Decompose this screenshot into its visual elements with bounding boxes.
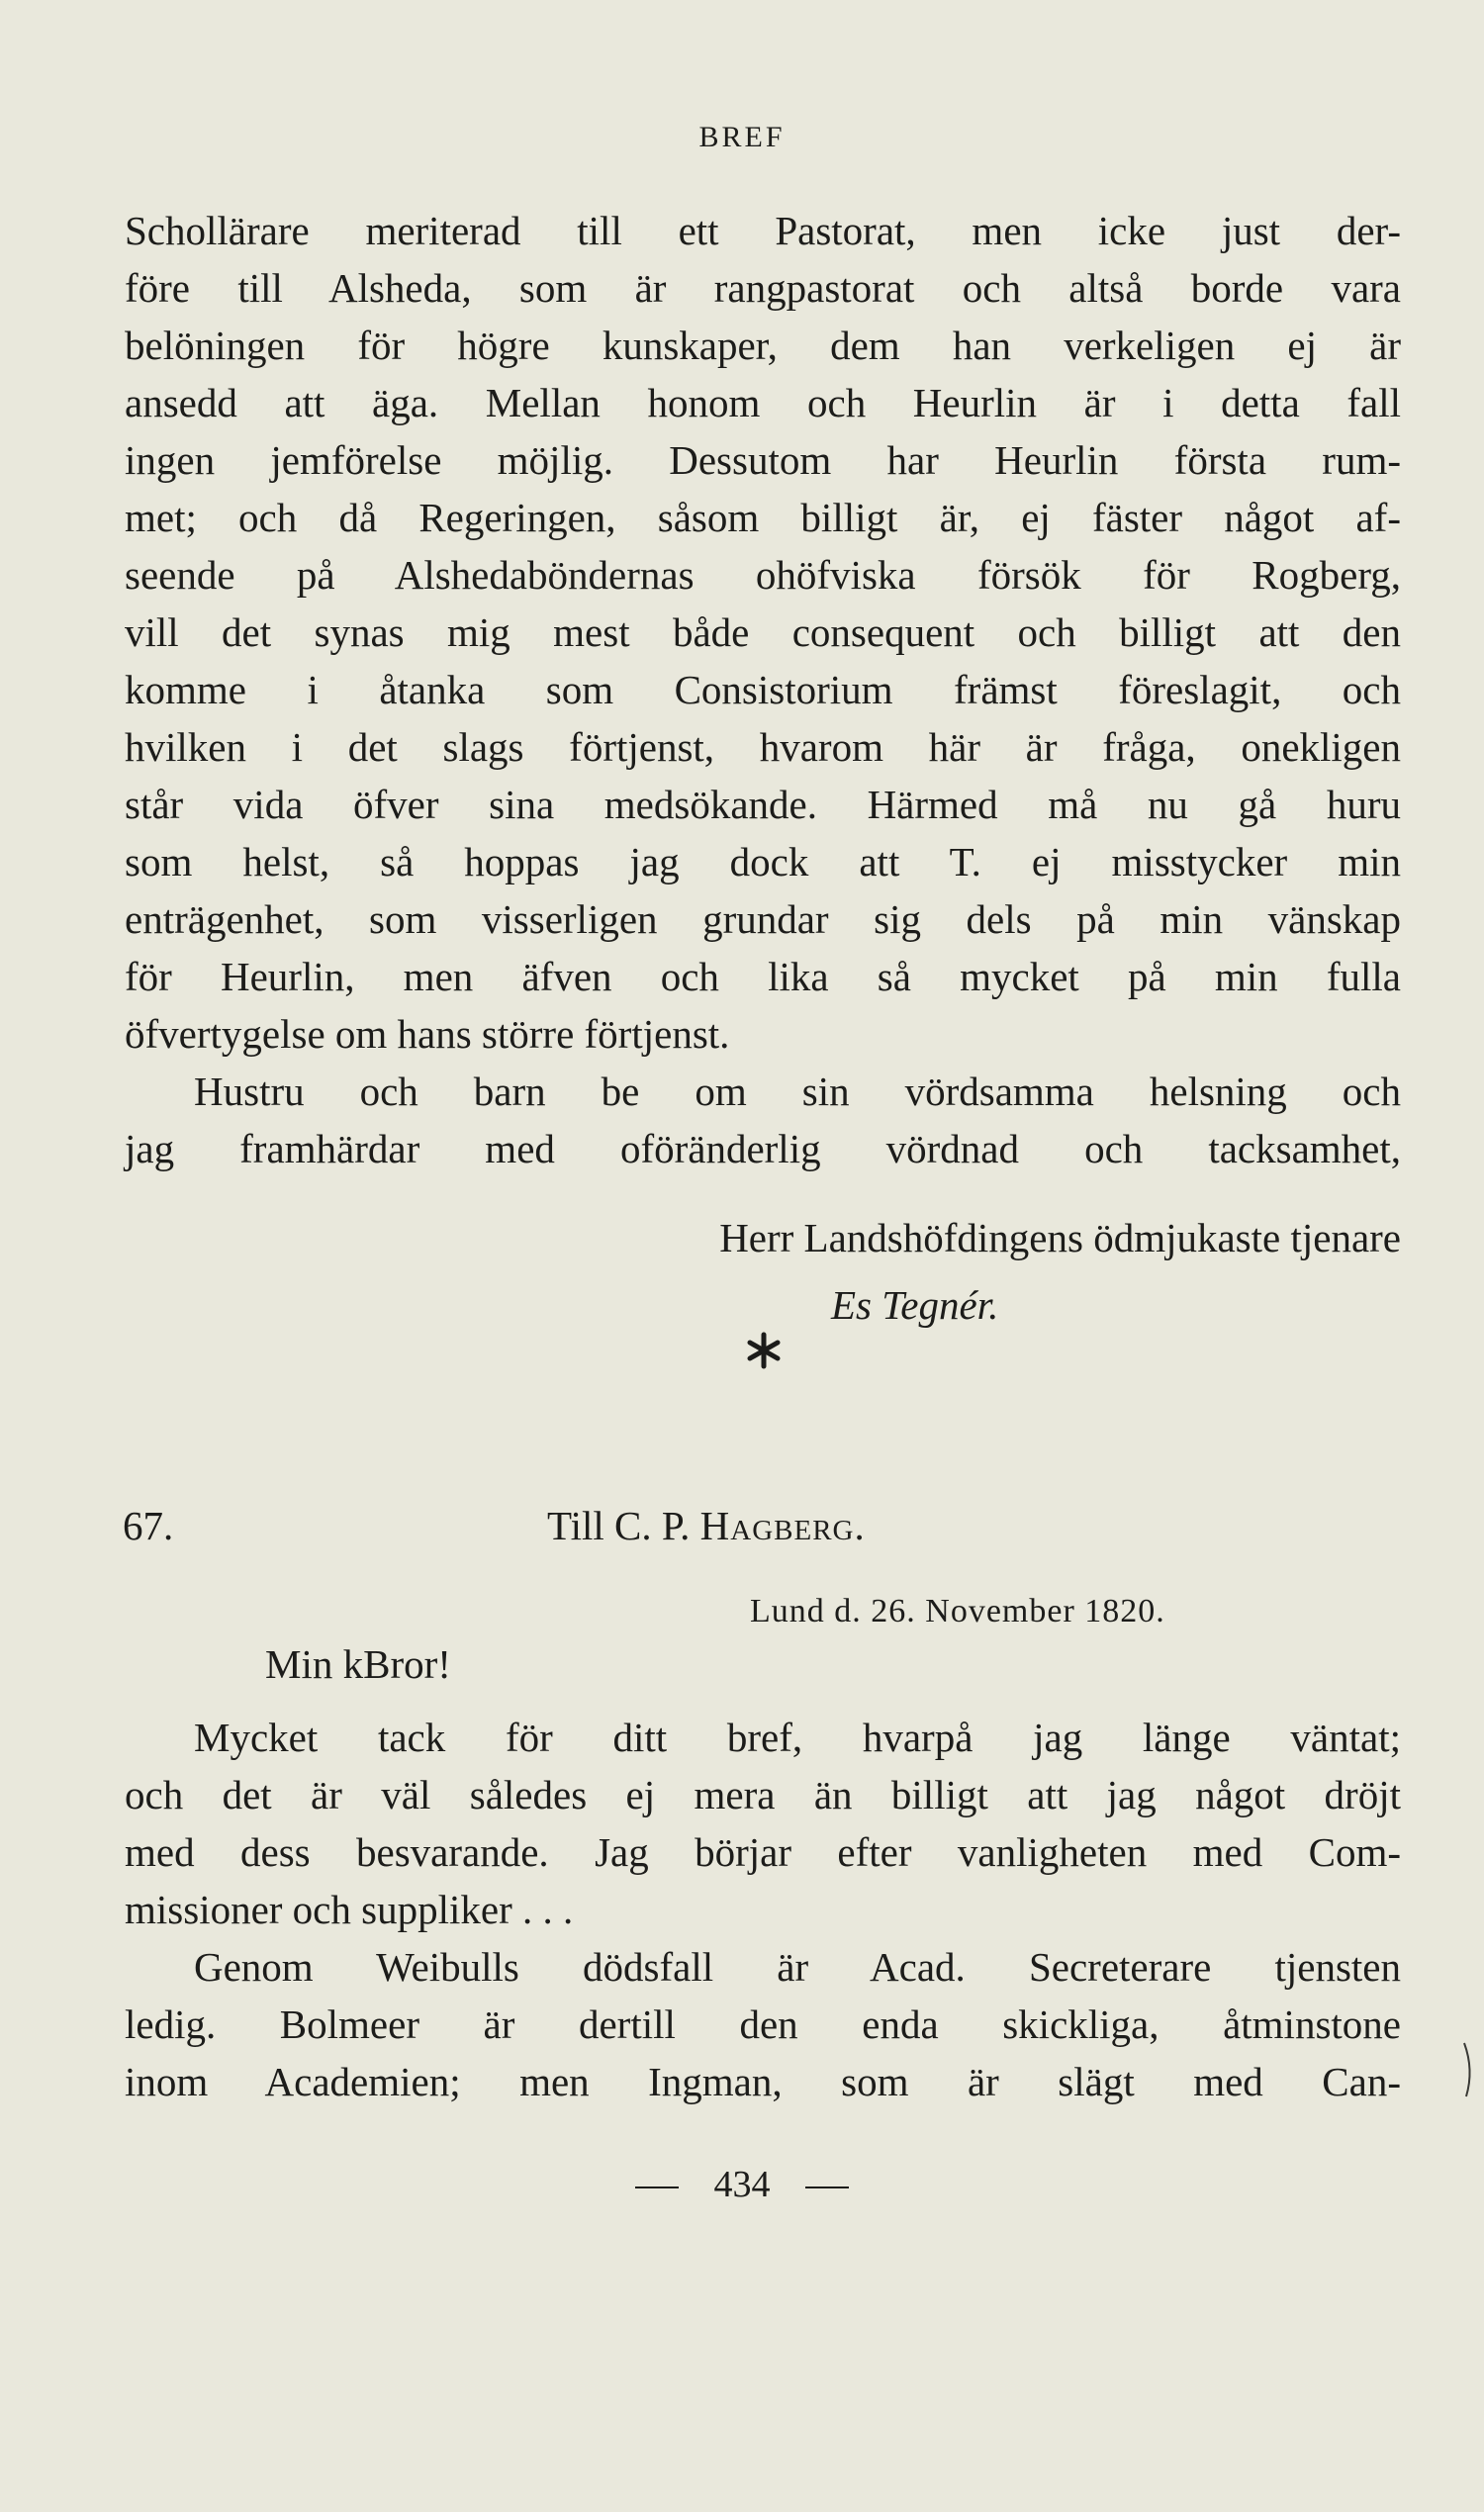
dateline: Lund d. 26. November 1820.: [750, 1593, 1165, 1629]
text-line: belöningen för högre kunskaper, dem han verkeligen ej är: [125, 323, 1401, 368]
text-line: öfvertygelse om hans större förtjenst.: [125, 1011, 730, 1057]
asterisk-icon: [744, 1331, 784, 1370]
salutation: Min kBror!: [265, 1641, 451, 1687]
letter-number: 67.: [123, 1503, 174, 1548]
text-line: Mycket tack för ditt bref, hvarpå jag länge väntat;: [194, 1715, 1401, 1760]
page-number-footer: [0, 2160, 1484, 2209]
text-line: och det är väl således ej mera än billigt att jag något dröjt: [125, 1772, 1401, 1817]
text-line: vill det synas mig mest både consequent och billigt att den: [125, 609, 1401, 655]
page-number: 434: [713, 2164, 771, 2205]
text-line: missioner och suppliker . . .: [125, 1887, 574, 1932]
text-line: enträgenhet, som visserligen grundar sig dels på min vänskap: [125, 896, 1401, 942]
closing-line: Herr Landshöfdingens ödmjukaste tjenare: [719, 1215, 1401, 1260]
letter-title-name: Hagberg.: [699, 1503, 866, 1548]
text-line: Schollärare meriterad till ett Pastorat, men icke just der-: [125, 208, 1401, 253]
text-line: för Heurlin, men äfven och lika så mycket på min fulla: [125, 954, 1401, 999]
text-line: Genom Weibulls dödsfall är Acad. Secreterare tjensten: [194, 1944, 1401, 1990]
text-line: före till Alsheda, som är rangpastorat och altså borde vara: [125, 265, 1401, 311]
text-line: Hustru och barn be om sin vördsamma helsning och: [194, 1069, 1401, 1114]
text-line: met; och då Regeringen, såsom billigt är, ej fäster något af-: [125, 495, 1401, 540]
text-line: som helst, så hoppas jag dock att T. ej misstycker min: [125, 839, 1401, 884]
dash-right: [805, 2186, 849, 2188]
text-line: ansedd att äga. Mellan honom och Heurlin är i detta fall: [125, 380, 1401, 425]
text-line: ingen jemförelse möjlig. Dessutom har Heurlin första rum-: [125, 437, 1401, 483]
page-edge-mark: [1462, 2041, 1476, 2098]
text-line: jag framhärdar med oföränderlig vördnad och tacksamhet,: [125, 1126, 1401, 1171]
text-line: inom Academien; men Ingman, som är slägt med Can-: [125, 2059, 1401, 2104]
text-line: hvilken i det slags förtjenst, hvarom här är fråga, onekligen: [125, 724, 1401, 770]
letter-title-prefix: Till C. P.: [547, 1503, 691, 1548]
text-line: ledig. Bolmeer är dertill den enda skickliga, åtminstone: [125, 2001, 1401, 2047]
signature: Es Tegnér.: [831, 1282, 999, 1328]
text-line: seende på Alshedaböndernas ohöfviska försök för Rogberg,: [125, 552, 1401, 598]
text-line: står vida öfver sina medsökande. Härmed må nu gå huru: [125, 782, 1401, 827]
dash-left: [635, 2186, 679, 2188]
letter-title: [547, 1501, 866, 1550]
text-line: med dess besvarande. Jag börjar efter vanligheten med Com-: [125, 1829, 1401, 1875]
text-line: komme i åtanka som Consistorium främst föreslagit, och: [125, 667, 1401, 712]
running-head: BREF: [698, 121, 786, 153]
